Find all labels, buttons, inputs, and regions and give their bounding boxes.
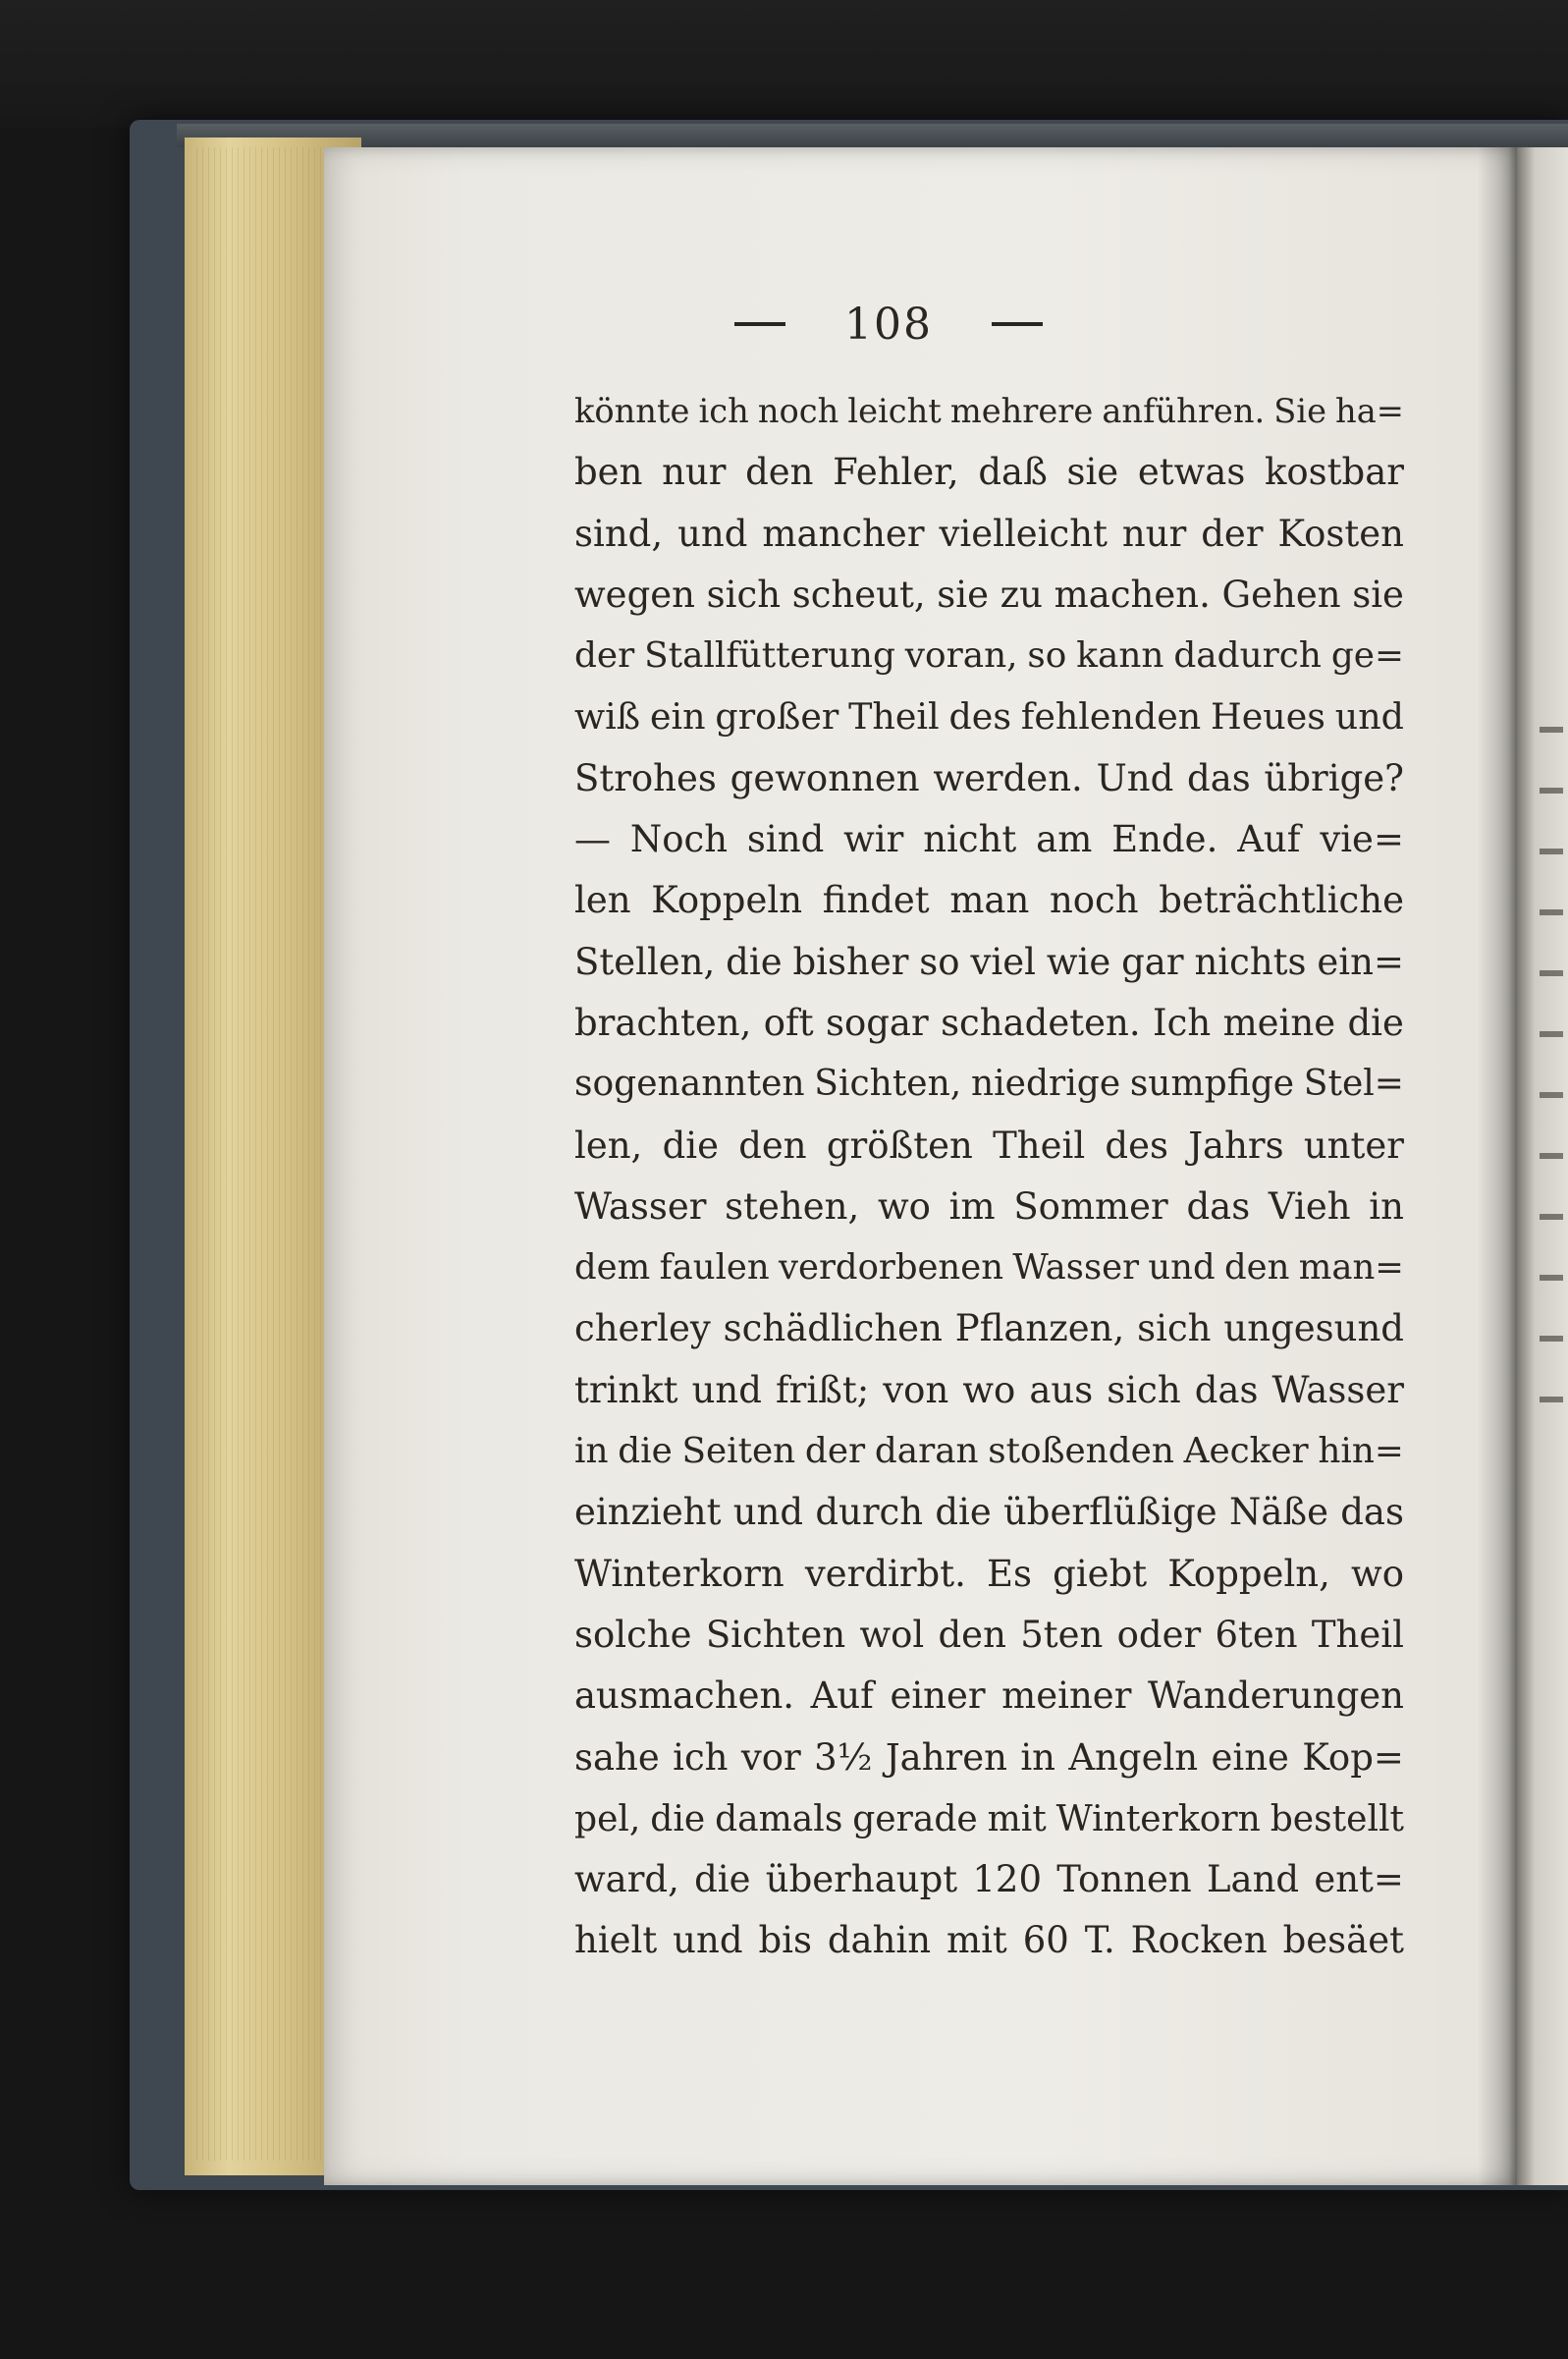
text-line: ausmachen. Auf einer meiner Wanderungen <box>574 1674 1404 1718</box>
text-line: pel, die damals gerade mit Winterkorn bestellt <box>574 1797 1404 1839</box>
page-edge-lines <box>196 147 344 2161</box>
text-line: len Koppeln findet man noch beträchtliche <box>574 879 1404 922</box>
text-line: könnte ich noch leicht mehrere anführen. Sie ha= <box>574 392 1404 430</box>
text-line: hielt und bis dahin mit 60 T. Rocken besäet <box>574 1919 1404 1962</box>
background <box>0 0 1568 128</box>
text-line: ward, die überhaupt 120 Tonnen Land ent= <box>574 1858 1404 1901</box>
text-line: trinkt und frißt; von wo aus sich das Wasser <box>574 1368 1404 1411</box>
text-line: brachten, oft sogar schadeten. Ich meine die <box>574 1001 1404 1044</box>
text-line: ben nur den Fehler, daß sie etwas kostbar <box>574 451 1404 494</box>
text-line: in die Seiten der daran stoßenden Aecker hin= <box>574 1431 1404 1472</box>
body-text <box>574 381 1404 1972</box>
text-line: Stellen, die bisher so viel wie gar nichts ein= <box>574 940 1404 983</box>
page-number: 108 <box>844 299 933 350</box>
page-header <box>574 295 1203 354</box>
cover-edge <box>177 124 1568 147</box>
text-line: cherley schädlichen Pflanzen, sich ungesund <box>574 1307 1404 1350</box>
text-line: sogenannten Sichten, niedrige sumpfige Stel= <box>574 1064 1404 1105</box>
text-line: einzieht und durch die überflüßige Näße das <box>574 1491 1404 1534</box>
text-line: wiß ein großer Theil des fehlenden Heues und <box>574 695 1404 739</box>
text-line: dem faulen verdorbenen Wasser und den man= <box>574 1247 1404 1289</box>
text-line: sahe ich vor 3½ Jahren in Angeln eine Kop= <box>574 1735 1404 1779</box>
text-line: Wasser stehen, wo im Sommer das Vieh in <box>574 1184 1404 1228</box>
text-line: der Stallfütterung voran, so kann dadurch ge= <box>574 635 1404 677</box>
header-dash-left <box>734 322 785 326</box>
text-line: solche Sichten wol den 5ten oder 6ten Theil <box>574 1613 1404 1656</box>
text-line: Winterkorn verdirbt. Es giebt Koppeln, wo <box>574 1552 1404 1595</box>
text-line: wegen sich scheut, sie zu machen. Gehen sie <box>574 573 1404 616</box>
text-line: sind, und mancher vielleicht nur der Kosten <box>574 512 1404 555</box>
text-line: — Noch sind wir nicht am Ende. Auf vie= <box>574 818 1404 861</box>
text-line: Strohes gewonnen werden. Und das übrige? <box>574 756 1404 799</box>
gutter-shadow <box>1478 147 1522 2185</box>
text-line: len, die den größten Theil des Jahrs unter <box>574 1124 1404 1167</box>
facing-page-text-edge <box>1540 727 1563 1414</box>
header-dash-right <box>992 322 1043 326</box>
